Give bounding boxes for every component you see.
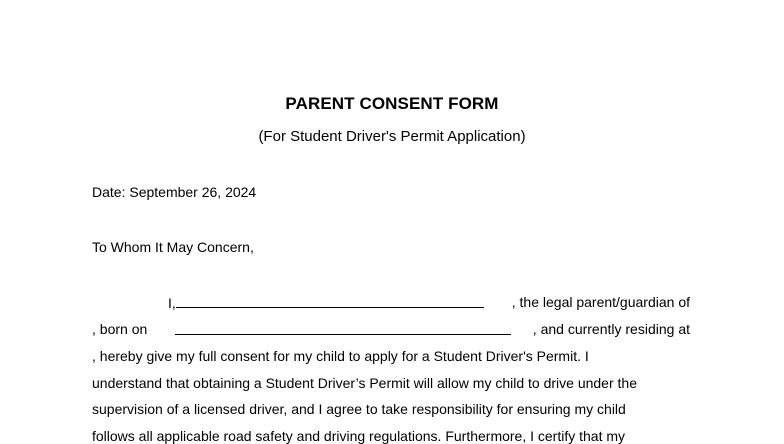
body-line-5 <box>92 401 690 417</box>
page-subtitle: (For Student Driver's Permit Application) <box>258 128 526 145</box>
body-line-4-text: understand that obtaining a Student Driver’s Permit will allow my child to drive under the <box>92 375 637 391</box>
body-line-5-text: supervision of a licensed driver, and I agree to take responsibility for ensuring my child <box>92 401 626 417</box>
body-line-3 <box>92 348 690 364</box>
parent-name-label: I, <box>168 295 176 311</box>
body-line-6-text: follows all applicable road safety and driving regulations. Furthermore, I certify that my <box>92 428 626 444</box>
salutation: To Whom It May Concern, <box>92 239 254 255</box>
parent-name-blank <box>176 294 484 308</box>
body-line-2-suffix: , and currently residing at <box>532 321 690 337</box>
body-line-2 <box>92 321 690 337</box>
body-line-1-prefix <box>168 294 484 311</box>
date-line: Date: September 26, 2024 <box>92 184 257 200</box>
body-line-6 <box>92 428 690 444</box>
body-line-4 <box>92 375 690 391</box>
dob-label: , born on <box>92 321 148 337</box>
body-line-1-suffix: , the legal parent/guardian of <box>511 294 690 310</box>
page-title: PARENT CONSENT FORM <box>285 94 499 113</box>
dob-blank <box>175 321 511 335</box>
body-line-1 <box>92 294 690 311</box>
body-line-3-text: , hereby give my full consent for my child to apply for a Student Driver's Permit. I <box>92 348 589 364</box>
